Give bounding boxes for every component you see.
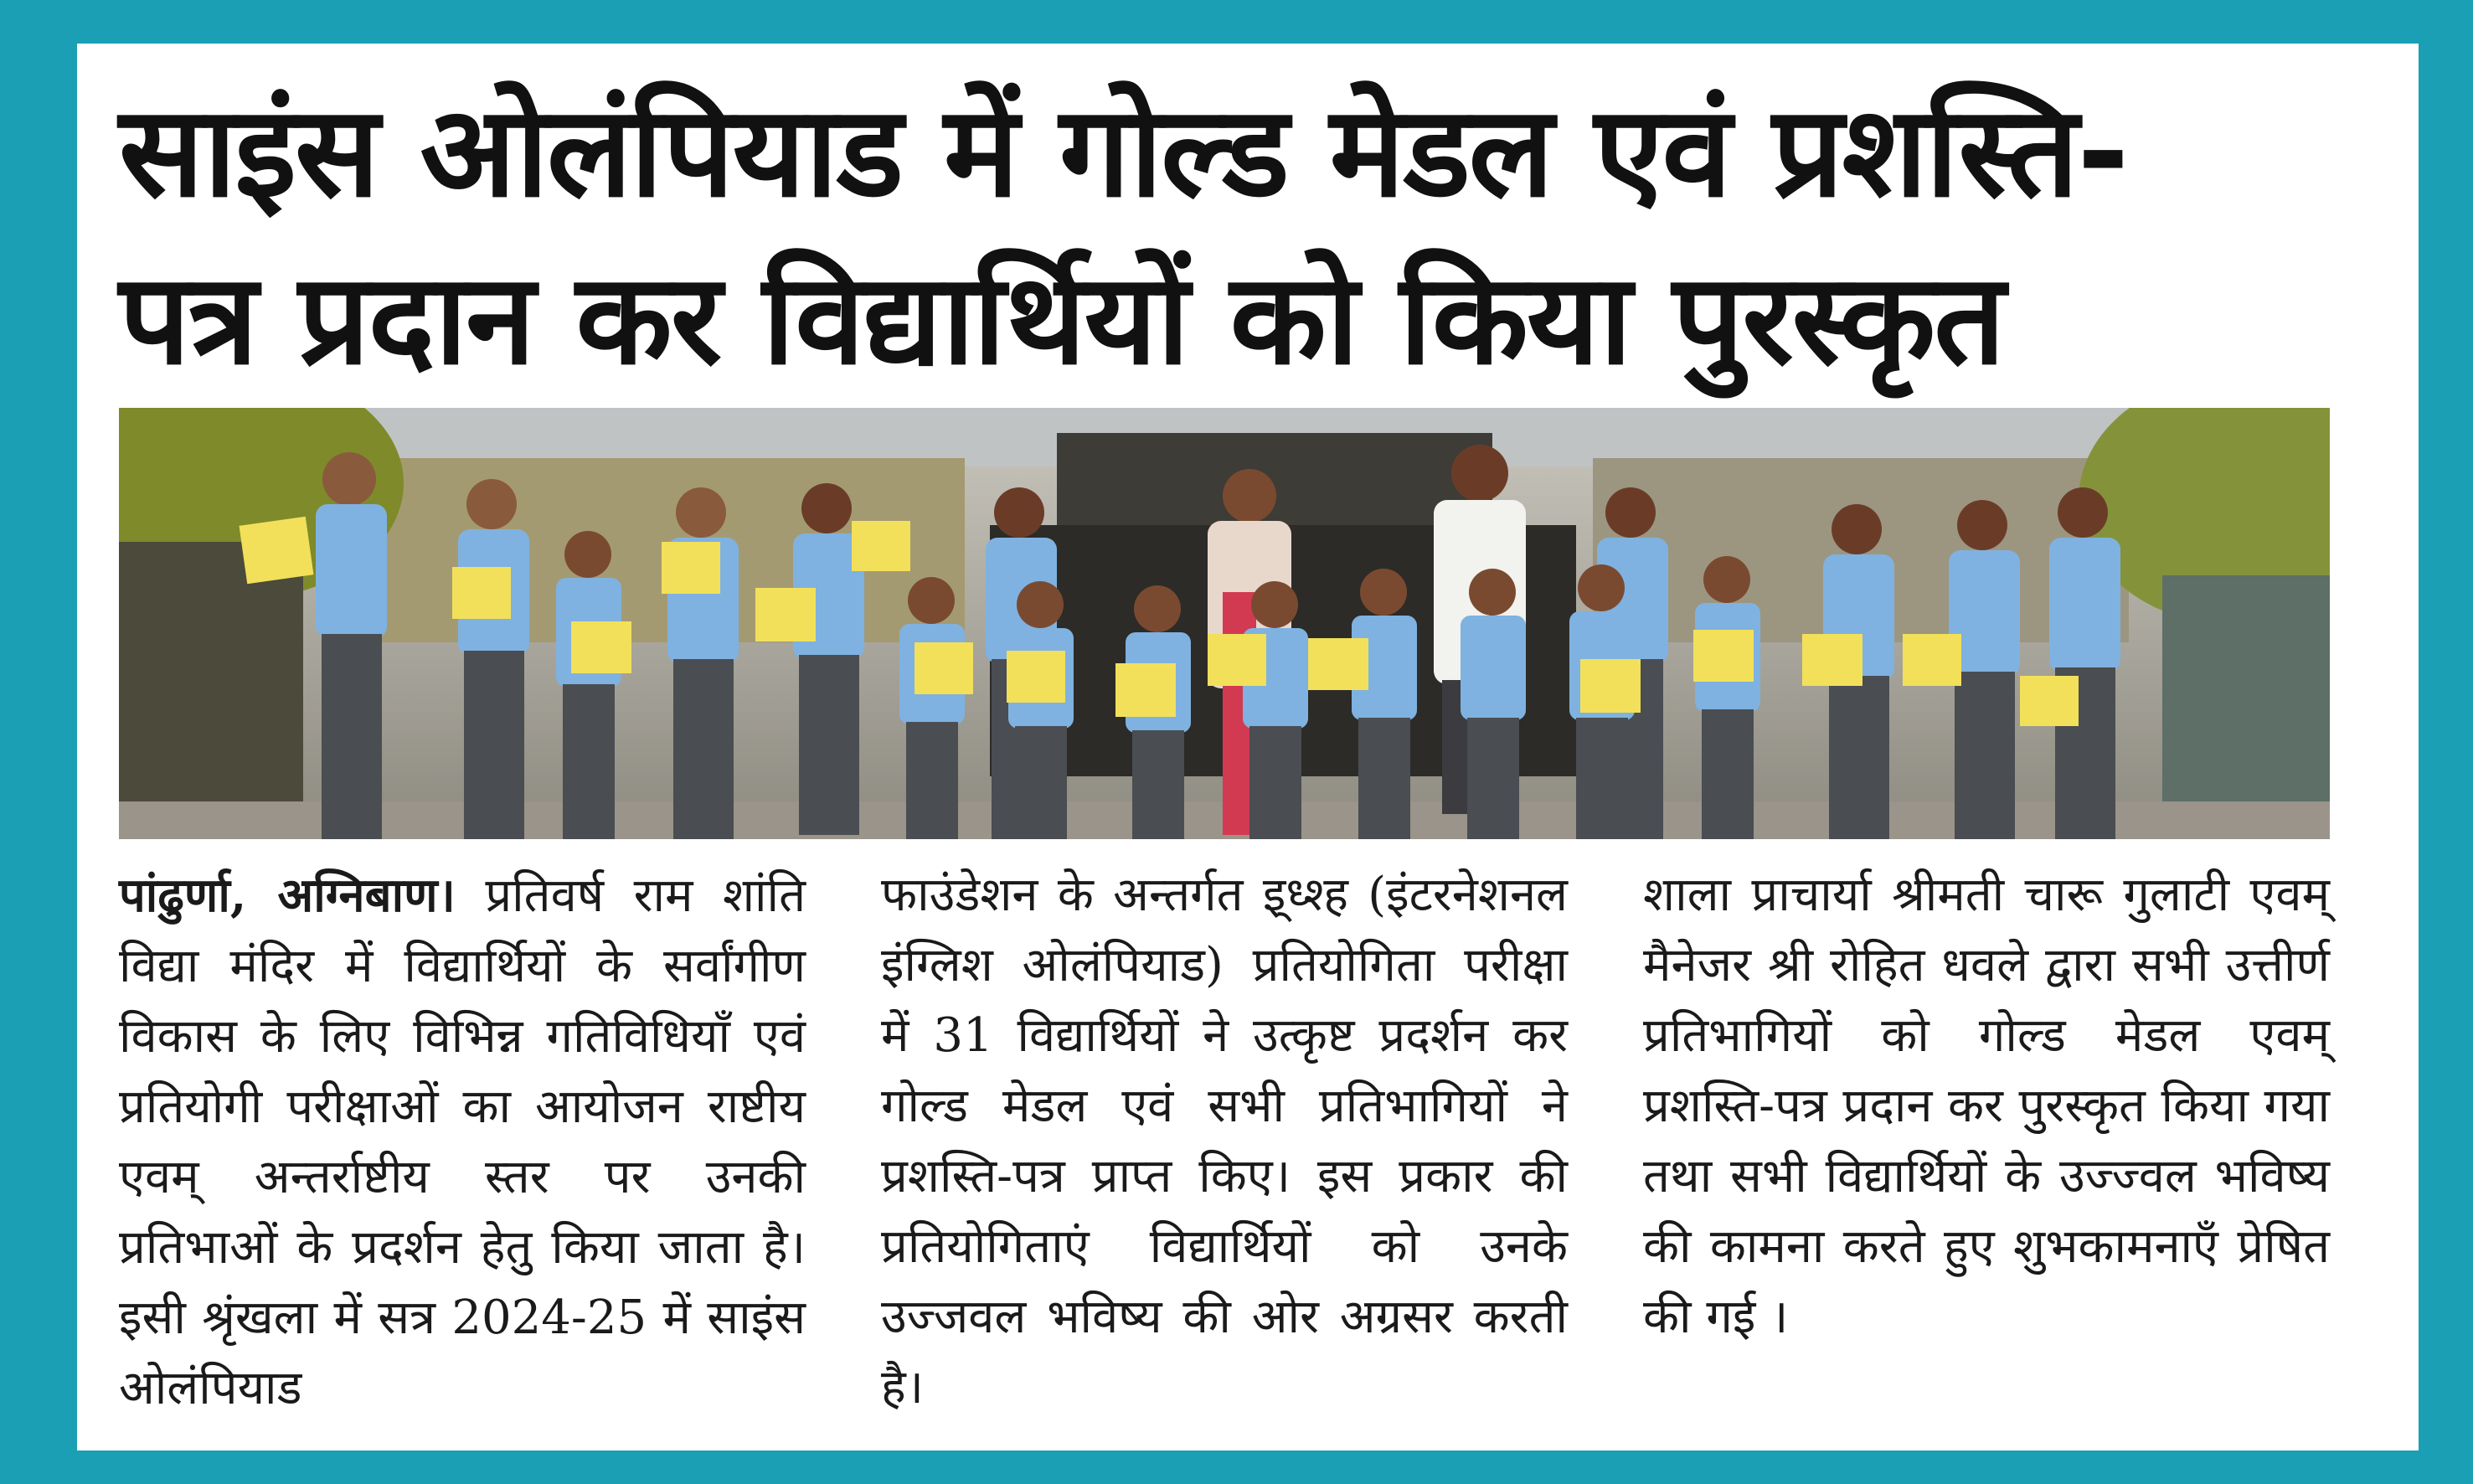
article-column-1-text: प्रतिवर्ष राम शांति विद्या मंदिर में विद्यार्थियों के सर्वांगीण विकास के लिए विभिन्न गतिविधियाँ एवं प्रतियोगी परीक्षाओं का आयोजन राष्टीय एवम् अन्तर्राष्टीय स्तर पर उनकी प्रतिभाओं के प्रदर्शन हेतु किया जाता है। इसी श्रृंखला में सत्र 2024-25 में साइंस ओलंपियाड <box>119 868 806 1415</box>
article-body <box>119 860 2330 1430</box>
headline-line-1: साइंस ओलंपियाड में गोल्ड मेडल एवं प्रशस्ति- <box>119 80 2128 225</box>
school-signboard <box>1057 433 1492 525</box>
article-column-3: शाला प्राचार्या श्रीमती चारू गुलाटी एवम् मैनेजर श्री रोहित धवले द्वारा सभी उत्तीर्ण प्रतिभागियों को गोल्ड मेडल एवम् प्रशस्ति-पत्र प्रदान कर पुरस्कृत किया गया तथा सभी विद्यार्थियों के उज्ज्वल भविष्य की कामना करते हुए शुभकामनाएँ प्रेषित की गई । <box>1643 868 2330 1344</box>
article-column-2: फाउंडेशन के अन्तर्गत इ्ध्श्ह (इंटरनेशनल इंग्लिश ओलंपियाड) प्रतियोगिता परीक्षा में 31 विद्यार्थियों ने उत्कृष्ट प्रदर्शन कर गोल्ड मेडल एवं सभी प्रतिभागियों ने प्रशस्ति-पत्र प्राप्त किए। इस प्रकार की प्रतियोगिताएं विद्यार्थियों को उनके उज्जवल भविष्य की ओर अग्रसर करती है। <box>881 868 1568 1414</box>
group-photo <box>119 408 2330 839</box>
headline <box>119 69 2380 404</box>
dateline: पांढुर्णा, अग्निबाण। <box>119 868 456 923</box>
group-photo-illustration <box>119 408 2330 839</box>
article-column-1 <box>119 860 806 1424</box>
right-fence <box>2162 575 2330 839</box>
left-shade <box>119 542 303 839</box>
headline-line-2: पत्र प्रदान कर विद्यार्थियों को किया पुरस्कृत <box>119 247 2004 393</box>
newspaper-clipping <box>77 44 2419 1451</box>
